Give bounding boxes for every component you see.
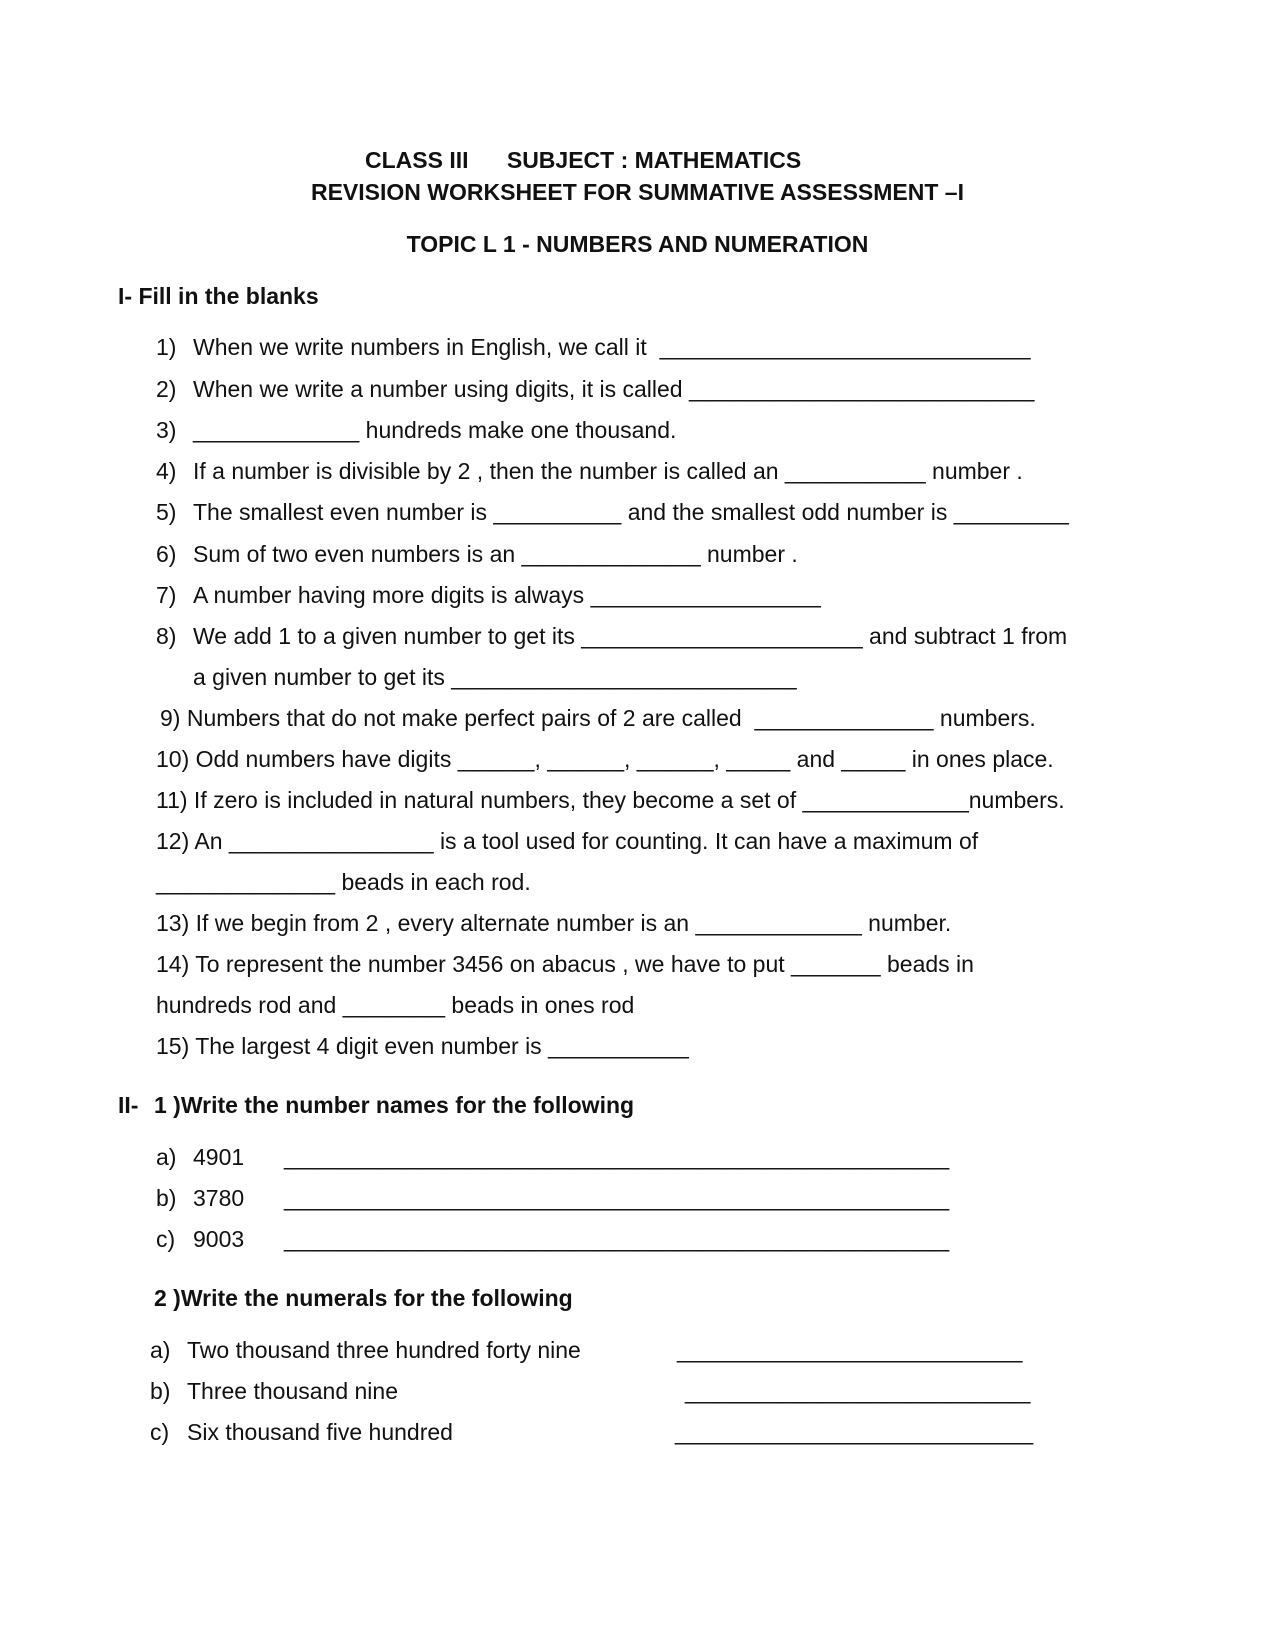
section2-prefix: II- <box>118 1092 139 1118</box>
item-letter: b) <box>156 1185 177 1211</box>
worksheet-title: REVISION WORKSHEET FOR SUMMATIVE ASSESSMENT –I <box>310 179 964 205</box>
item-number: 7) <box>156 582 177 608</box>
item-text: Three thousand nine <box>187 1378 398 1404</box>
item-text: The smallest even number is __________ and the smallest odd number is _________ <box>193 499 1069 525</box>
item-text: _____________ hundreds make one thousand. <box>193 417 677 443</box>
item-text: hundreds rod and ________ beads in ones rod <box>156 992 635 1018</box>
item-number: 8) <box>156 623 177 649</box>
item-letter: b) <box>150 1378 171 1404</box>
item-text: Sum of two even numbers is an ______________ number . <box>193 541 798 567</box>
item-number: 6) <box>156 541 177 567</box>
item-text: 9) Numbers that do not make perfect pairs of 2 are called ______________ numbers. <box>160 705 1036 731</box>
item-text: Six thousand five hundred <box>187 1419 453 1445</box>
item-text: 14) To represent the number 3456 on abacus , we have to put _______ beads in <box>156 951 974 977</box>
answer-blank: ____________________________________________________ <box>284 1185 950 1211</box>
item-number: 2) <box>156 376 177 402</box>
item-letter: c) <box>150 1419 170 1445</box>
answer-blank: ____________________________________________________ <box>284 1226 950 1252</box>
answer-blank: ____________________________________________________ <box>284 1144 950 1170</box>
section1-heading: I- Fill in the blanks <box>118 283 319 309</box>
item-value: 3780 <box>193 1185 245 1211</box>
item-text: When we write a number using digits, it is called ___________________________ <box>193 376 1035 402</box>
section3-heading: 2 )Write the numerals for the following <box>154 1285 573 1311</box>
item-text: When we write numbers in English, we call it _____________________________ <box>193 334 1031 360</box>
item-text: 11) If zero is included in natural numbers, they become a set of _____________numbers. <box>156 787 1065 813</box>
item-text: If a number is divisible by 2 , then the number is called an ___________ number . <box>193 458 1023 484</box>
item-text: Two thousand three hundred forty nine <box>187 1337 581 1363</box>
item-number: 3) <box>156 417 177 443</box>
item-text: A number having more digits is always __________________ <box>193 582 821 608</box>
item-text: 13) If we begin from 2 , every alternate number is an _____________ number. <box>156 910 952 936</box>
item-text: 12) An ________________ is a tool used for counting. It can have a maximum of <box>156 828 979 854</box>
section2-heading: 1 )Write the number names for the following <box>154 1092 635 1118</box>
item-number: 5) <box>156 499 177 525</box>
item-letter: a) <box>150 1337 171 1363</box>
answer-blank: ___________________________ <box>677 1337 1023 1363</box>
item-text: 15) The largest 4 digit even number is ___________ <box>156 1033 689 1059</box>
topic-heading: TOPIC L 1 - NUMBERS AND NUMERATION <box>406 231 869 257</box>
item-text: a given number to get its ___________________________ <box>193 664 797 690</box>
answer-blank: ____________________________ <box>675 1419 1034 1445</box>
item-number: 1) <box>156 334 177 360</box>
item-letter: c) <box>156 1226 176 1252</box>
item-text: ______________ beads in each rod. <box>156 869 531 895</box>
item-letter: a) <box>156 1144 177 1170</box>
item-value: 4901 <box>193 1144 245 1170</box>
answer-blank: ___________________________ <box>685 1378 1031 1404</box>
item-value: 9003 <box>193 1226 245 1252</box>
class-subject-heading: CLASS III SUBJECT : MATHEMATICS <box>365 147 802 173</box>
item-text: We add 1 to a given number to get its ______________________ and subtract 1 from <box>193 623 1068 649</box>
item-number: 4) <box>156 458 177 484</box>
item-text: 10) Odd numbers have digits ______, ______, ______, _____ and _____ in ones place. <box>156 746 1054 772</box>
